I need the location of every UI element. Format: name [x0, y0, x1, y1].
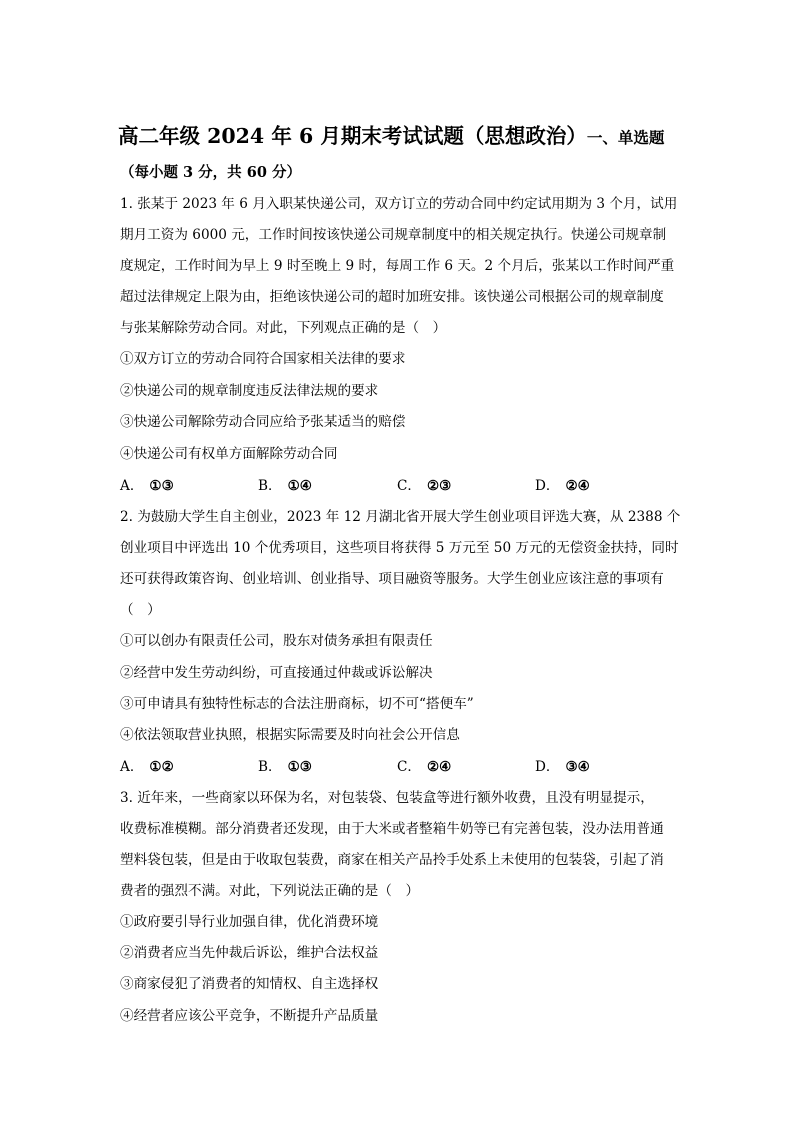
stem-line: 收费标准模糊。部分消费者还发现，由于大米或者整箱牛奶等已有完善包装，没办法用普通 [120, 821, 664, 837]
question-2-option-1: ①可以创办有限责任公司，股东对债务承担有限责任 [120, 633, 433, 649]
stem-line: 超过法律规定上限为由，拒绝该快递公司的超时加班安排。该快递公司根据公司的规章制度 [120, 289, 664, 305]
question-1-choices [120, 471, 680, 502]
stem-line: 1. 张某于 2023 年 6 月入职某快递公司，双方订立的劳动合同中约定试用期为 3 个月，试用 [120, 196, 678, 212]
stem-line: 还可获得政策咨询、创业培训、创业指导、项目融资等服务。大学生创业应该注意的事项有 [120, 571, 664, 587]
question-2-option-3: ③可申请具有独特性标志的合法注册商标，切不可“搭便车” [120, 696, 474, 712]
choice-a[interactable]: A． ①② [120, 759, 174, 775]
question-3-option-3: ③商家侵犯了消费者的知情权、自主选择权 [120, 976, 379, 992]
stem-line: （ ） [120, 602, 161, 618]
choice-a[interactable]: A． ①③ [120, 478, 174, 494]
question-2-option-4: ④依法领取营业执照，根据实际需要及时向社会公开信息 [120, 727, 460, 743]
question-3-option-4: ④经营者应该公平竞争，不断提升产品质量 [120, 1008, 379, 1024]
question-3-option-2: ②消费者应当先仲裁后诉讼，维护合法权益 [120, 945, 379, 961]
question-2-option-2: ②经营中发生劳动纠纷，可直接通过仲裁或诉讼解决 [120, 665, 433, 681]
stem-line: 度规定，工作时间为早上 9 时至晚上 9 时，每周工作 6 天。2 个月后，张某以工作时间严重 [120, 258, 675, 274]
question-2-stem [120, 502, 680, 626]
question-2-choices [120, 752, 680, 783]
choice-d[interactable]: D． ③④ [535, 759, 590, 775]
stem-line: 3. 近年来，一些商家以环保为名，对包装袋、包装盒等进行额外收费，且没有明显提示， [120, 790, 654, 806]
choice-c[interactable]: C． ②③ [397, 478, 452, 494]
question-1-option-3: ③快递公司解除劳动合同应给予张某适当的赔偿 [120, 414, 406, 430]
choice-c[interactable]: C． ②④ [397, 759, 452, 775]
stem-line: 塑料袋包装，但是由于收取包装费，商家在相关产品拎手处系上未使用的包装袋，引起了消 [120, 852, 664, 868]
question-1-option-1: ①双方订立的劳动合同符合国家相关法律的要求 [120, 351, 406, 367]
stem-line: 与张某解除劳动合同。对此，下列观点正确的是（ ） [120, 320, 447, 336]
page-title [118, 122, 678, 152]
exam-title: 高二年级 2024 年 6 月期末考试试题（思想政治） [118, 124, 587, 148]
stem-line: 2. 为鼓励大学生自主创业，2023 年 12 月湖北省开展大学生创业项目评选大赛，从 2388 个 [120, 509, 681, 525]
stem-line: 创业项目中评选出 10 个优秀项目，这些项目将获得 5 万元至 50 万元的无偿资金扶持，同时 [120, 540, 679, 556]
stem-line: 费者的强烈不满。对此，下列说法正确的是（ ） [120, 883, 420, 899]
section-heading: 一、单选题 [586, 128, 665, 147]
choice-b[interactable]: B． ①④ [258, 478, 312, 494]
section-note: （每小题 3 分，共 60 分） [120, 164, 301, 181]
question-3-option-1: ①政府要引导行业加强自律，优化消费环境 [120, 914, 379, 930]
stem-line: 期月工资为 6000 元，工作时间按该快递公司规章制度中的相关规定执行。快递公司规章制 [120, 227, 667, 243]
question-1-stem [120, 189, 680, 344]
question-1-option-4: ④快递公司有权单方面解除劳动合同 [120, 446, 338, 462]
question-3-stem [120, 783, 680, 907]
question-1-option-2: ②快递公司的规章制度违反法律法规的要求 [120, 383, 379, 399]
choice-b[interactable]: B． ①③ [258, 759, 312, 775]
choice-d[interactable]: D． ②④ [535, 478, 590, 494]
